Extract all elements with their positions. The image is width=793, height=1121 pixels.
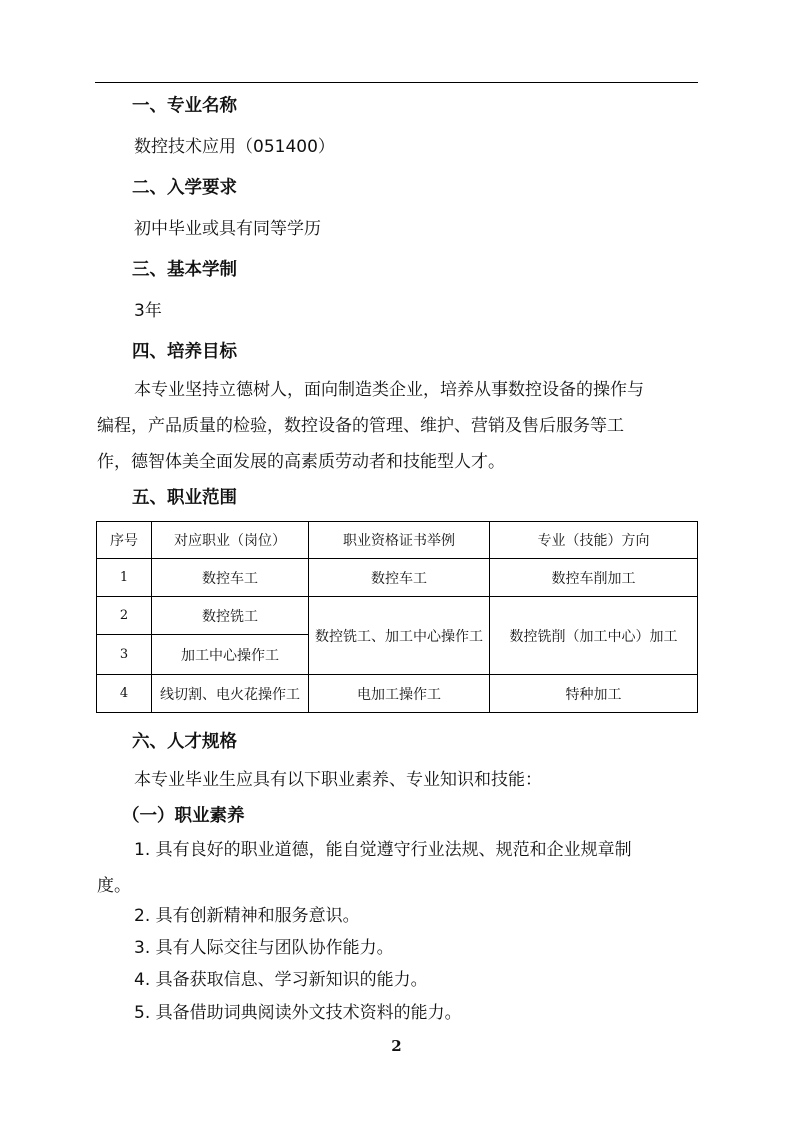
list-item-2: 2. 具有创新精神和服务意识。 [134,906,360,926]
table-row [97,559,698,597]
page-number: 2 [391,1037,402,1055]
section-1-heading: 一、专业名称 [132,96,237,116]
row-job: 数控车工 [152,559,309,597]
section-4-para-line-2: 编程，产品质量的检验，数控设备的管理、维护、营销及售后服务等工 [97,416,624,436]
table-row [97,597,698,635]
list-item-5: 5. 具备借助词典阅读外文技术资料的能力。 [134,1003,462,1023]
header-cell-direction: 专业（技能）方向 [490,522,698,559]
row-number: 2 [97,597,152,635]
occupation-table [96,521,698,713]
subsection-1-heading: （一）职业素养 [122,806,245,826]
row-certificate: 电加工操作工 [309,675,490,713]
table-row [97,675,698,713]
section-5-heading: 五、职业范围 [132,488,237,508]
header-cell-job: 对应职业（岗位） [152,522,309,559]
section-2-heading: 二、入学要求 [132,178,237,198]
section-4-heading: 四、培养目标 [132,342,237,362]
row-direction: 数控车削加工 [490,559,698,597]
row-direction: 特种加工 [490,675,698,713]
list-item-1-line-1: 1. 具有良好的职业道德，能自觉遵守行业法规、规范和企业规章制 [134,840,632,860]
header-cell-number: 序号 [97,522,152,559]
section-2-text: 初中毕业或具有同等学历 [134,219,321,239]
row-job: 线切割、电火花操作工 [152,675,309,713]
header-cell-certificate: 职业资格证书举例 [309,522,490,559]
header-rule [95,82,698,83]
row-number: 1 [97,559,152,597]
section-4-para-line-1: 本专业坚持立德树人，面向制造类企业，培养从事数控设备的操作与 [134,380,644,400]
section-6-intro: 本专业毕业生应具有以下职业素养、专业知识和技能： [134,770,542,790]
section-3-text: 3年 [134,301,162,321]
row-job: 加工中心操作工 [152,635,309,675]
section-4-para-line-3: 作，德智体美全面发展的高素质劳动者和技能型人才。 [97,452,505,472]
row-certificate: 数控铣工、加工中心操作工 [309,597,490,675]
table-header-row [97,522,698,559]
list-item-3: 3. 具有人际交往与团队协作能力。 [134,938,394,958]
list-item-4: 4. 具备获取信息、学习新知识的能力。 [134,970,428,990]
list-item-1-line-2: 度。 [97,876,131,896]
row-job: 数控铣工 [152,597,309,635]
row-direction: 数控铣削（加工中心）加工 [490,597,698,675]
section-3-heading: 三、基本学制 [132,260,237,280]
row-certificate: 数控车工 [309,559,490,597]
row-number: 4 [97,675,152,713]
row-number: 3 [97,635,152,675]
section-1-text: 数控技术应用（051400） [134,137,335,157]
section-6-heading: 六、人才规格 [132,732,237,752]
